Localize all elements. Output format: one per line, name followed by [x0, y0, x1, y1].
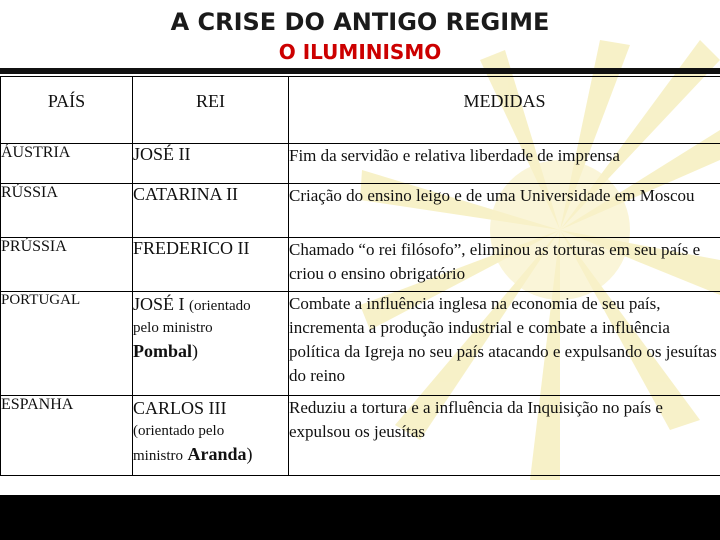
cell-pais: PORTUGAL: [1, 292, 133, 396]
king-note-close: ): [192, 341, 199, 361]
king-note-open: (orientado pelo: [133, 423, 225, 439]
king-note-close: ): [246, 444, 253, 464]
cell-pais: PRÚSSIA: [1, 238, 133, 292]
enlightenment-table: [0, 76, 720, 476]
cell-rei: [133, 292, 289, 396]
table-header-row: [1, 77, 720, 144]
cell-medidas: Chamado “o rei filósofo”, eliminou as torturas em seu país e criou o ensino obrigatório: [289, 238, 720, 292]
cell-medidas: Criação do ensino leigo e de uma Universidade em Moscou: [289, 184, 720, 238]
page-title: A CRISE DO ANTIGO REGIME: [170, 8, 550, 36]
table-row: [1, 396, 720, 476]
table-row: [1, 184, 720, 238]
cell-rei: JOSÉ II: [133, 144, 289, 184]
king-name: JOSÉ I: [133, 294, 185, 314]
table-row: [1, 292, 720, 396]
column-header-pais: PAÍS: [1, 77, 133, 144]
cell-pais: ÁUSTRIA: [1, 144, 133, 184]
king-note-mid: ministro: [133, 448, 184, 464]
king-note-mid: pelo ministro: [133, 320, 213, 336]
table-row: [1, 238, 720, 292]
title-divider: [0, 68, 720, 74]
column-header-medidas: MEDIDAS: [289, 77, 720, 144]
table-row: [1, 144, 720, 184]
minister-name: Pombal: [133, 341, 193, 361]
footer-bar: [0, 495, 720, 540]
king-name: CARLOS III: [133, 398, 227, 418]
cell-rei: [133, 396, 289, 476]
cell-pais: RÚSSIA: [1, 184, 133, 238]
cell-medidas: Reduziu a tortura e a influência da Inquisição no país e expulsou os jeusítas: [289, 396, 720, 476]
king-note-open: (orientado: [189, 298, 251, 314]
cell-medidas: Fim da servidão e relativa liberdade de imprensa: [289, 144, 720, 184]
minister-name: Aranda: [187, 444, 247, 464]
cell-rei: CATARINA II: [133, 184, 289, 238]
page-subtitle: O ILUMINISMO: [278, 40, 442, 64]
cell-rei: FREDERICO II: [133, 238, 289, 292]
column-header-rei: REI: [133, 77, 289, 144]
cell-medidas: Combate a influência inglesa na economia de seu país, incrementa a produção industrial e combate a influência política da Igreja no seu país atacando e expulsando os jesuítas do reino: [289, 292, 720, 396]
cell-pais: ESPANHA: [1, 396, 133, 476]
